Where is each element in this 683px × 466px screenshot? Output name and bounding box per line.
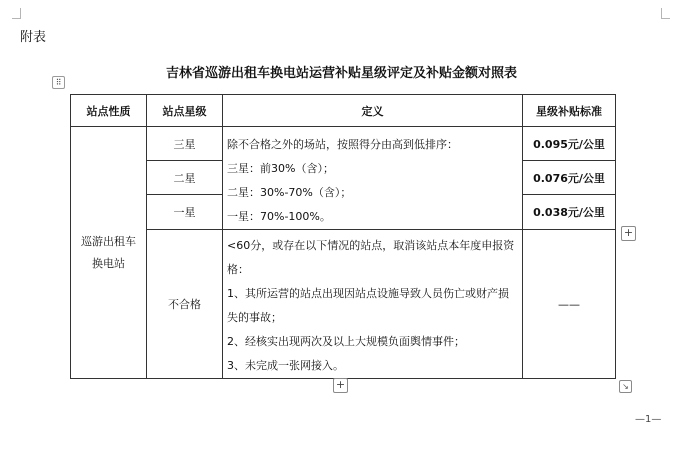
page-corner-mark-right xyxy=(661,8,670,19)
definition-star-cell xyxy=(223,127,523,230)
definition-star-line: 二星：30%-70%（含）； xyxy=(227,186,352,199)
definition-star-line: 三星：前30%（含）； xyxy=(227,162,334,175)
level-cell-two-star: 二星 xyxy=(147,161,223,195)
level-cell-three-star: 三星 xyxy=(147,127,223,161)
move-handle-icon[interactable]: ⠿ xyxy=(52,76,65,89)
subsidy-cell-three-star: 0.095元/公里 xyxy=(523,127,616,161)
add-row-icon[interactable]: + xyxy=(333,378,348,393)
table-row xyxy=(71,230,616,379)
definition-fail-line: 3、未完成一张网接入。 xyxy=(227,359,344,372)
definition-star-line: 除不合格之外的场站，按照得分由高到低排序： xyxy=(227,138,458,151)
document-title: 吉林省巡游出租车换电站运营补贴星级评定及补贴金额对照表 xyxy=(165,66,517,81)
subsidy-table xyxy=(70,94,616,379)
definition-fail-line: 1、其所运营的站点出现因站点设施导致人员伤亡或财产损失的事故； xyxy=(227,287,509,324)
subsidy-cell-two-star: 0.076元/公里 xyxy=(523,161,616,195)
header-definition: 定义 xyxy=(223,95,523,127)
subsidy-cell-one-star: 0.038元/公里 xyxy=(523,195,616,230)
subsidy-cell-fail: —— xyxy=(523,230,616,379)
resize-table-icon[interactable]: ↘ xyxy=(619,380,632,393)
definition-star-line: 一星：70%-100%。 xyxy=(227,210,331,223)
definition-fail-line: 2、经核实出现两次及以上大规模负面舆情事件； xyxy=(227,335,465,348)
level-cell-fail: 不合格 xyxy=(147,230,223,379)
definition-fail-line: <60分，或存在以下情况的站点，取消该站点本年度申报资格： xyxy=(227,239,515,276)
page-number: —1— xyxy=(635,414,662,425)
header-row xyxy=(71,95,616,127)
page-corner-mark-left xyxy=(12,8,21,19)
header-site-level: 站点星级 xyxy=(147,95,223,127)
attachment-label: 附表 xyxy=(20,30,47,45)
site-type-cell xyxy=(71,127,147,379)
table-row xyxy=(71,127,616,161)
site-type-text: 巡游出租车换电站 xyxy=(81,234,136,270)
level-cell-one-star: 一星 xyxy=(147,195,223,230)
add-column-icon[interactable]: + xyxy=(621,226,636,241)
header-subsidy: 星级补贴标准 xyxy=(523,95,616,127)
definition-fail-cell xyxy=(223,230,523,379)
header-site-type: 站点性质 xyxy=(71,95,147,127)
